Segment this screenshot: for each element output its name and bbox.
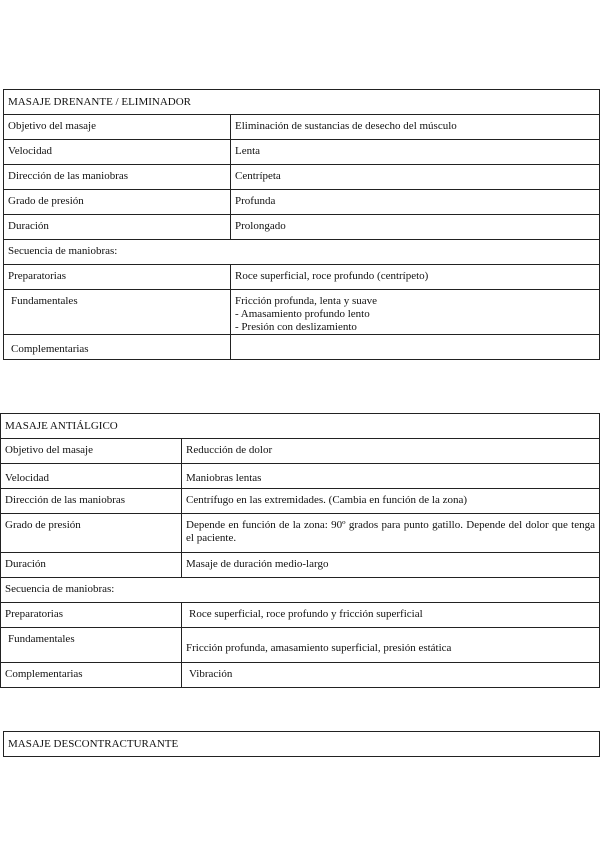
- table-row: [1, 553, 600, 578]
- row-label: Preparatorias: [4, 265, 231, 290]
- row-label: Fundamentales: [1, 628, 182, 663]
- row-label: Grado de presión: [4, 190, 231, 215]
- table-masaje-antialgico: [0, 413, 600, 688]
- row-value: Lenta: [231, 140, 600, 165]
- row-label: Objetivo del masaje: [4, 115, 231, 140]
- row-value: Fricción profunda, amasamiento superficial, presión estática: [182, 628, 600, 663]
- row-value: Roce superficial, roce profundo (centrípeto): [231, 265, 600, 290]
- table-row: [4, 290, 600, 335]
- row-value: [231, 335, 600, 360]
- table-masaje-descontracturante: [3, 731, 600, 757]
- table-row: [4, 165, 600, 190]
- row-value: Fricción profunda, lenta y suave - Amasamiento profundo lento - Presión con deslizamiento: [231, 290, 600, 335]
- table-row: [1, 489, 600, 514]
- table-row: [4, 215, 600, 240]
- table-row: [4, 140, 600, 165]
- table-title: MASAJE ANTIÁLGICO: [1, 414, 600, 439]
- table-row: [1, 628, 600, 663]
- table-row: [1, 464, 600, 489]
- table-masaje-drenante: [3, 89, 600, 360]
- row-value: Vibración: [182, 663, 600, 688]
- sequence-title: Secuencia de maniobras:: [4, 240, 600, 265]
- sequence-title: Secuencia de maniobras:: [1, 578, 600, 603]
- table-row: [1, 439, 600, 464]
- table-row: [1, 603, 600, 628]
- row-label: Duración: [4, 215, 231, 240]
- row-value: Centrífugo en las extremidades. (Cambia en función de la zona): [182, 489, 600, 514]
- row-label: Complementarias: [4, 335, 231, 360]
- table-title: MASAJE DESCONTRACTURANTE: [4, 732, 600, 757]
- row-value: Depende en función de la zona: 90º grados para punto gatillo. Depende del dolor que tenga el paciente.: [182, 514, 600, 553]
- row-label: Fundamentales: [4, 290, 231, 335]
- row-label: Velocidad: [1, 464, 182, 489]
- row-label: Complementarias: [1, 663, 182, 688]
- table-row: [4, 115, 600, 140]
- row-value: Centrípeta: [231, 165, 600, 190]
- row-label: Dirección de las maniobras: [1, 489, 182, 514]
- row-value: Roce superficial, roce profundo y fricción superficial: [182, 603, 600, 628]
- row-label: Preparatorias: [1, 603, 182, 628]
- table-row: [4, 335, 600, 360]
- row-value: Profunda: [231, 190, 600, 215]
- table-row: [1, 514, 600, 553]
- row-value: Reducción de dolor: [182, 439, 600, 464]
- table-row: [4, 265, 600, 290]
- table-row: [1, 663, 600, 688]
- row-value: Masaje de duración medio-largo: [182, 553, 600, 578]
- row-value: Eliminación de sustancias de desecho del músculo: [231, 115, 600, 140]
- row-label: Dirección de las maniobras: [4, 165, 231, 190]
- row-value: Prolongado: [231, 215, 600, 240]
- table-row: [4, 190, 600, 215]
- row-label: Grado de presión: [1, 514, 182, 553]
- row-label: Objetivo del masaje: [1, 439, 182, 464]
- table-title: MASAJE DRENANTE / ELIMINADOR: [4, 90, 600, 115]
- row-value: Maniobras lentas: [182, 464, 600, 489]
- row-label: Duración: [1, 553, 182, 578]
- row-label: Velocidad: [4, 140, 231, 165]
